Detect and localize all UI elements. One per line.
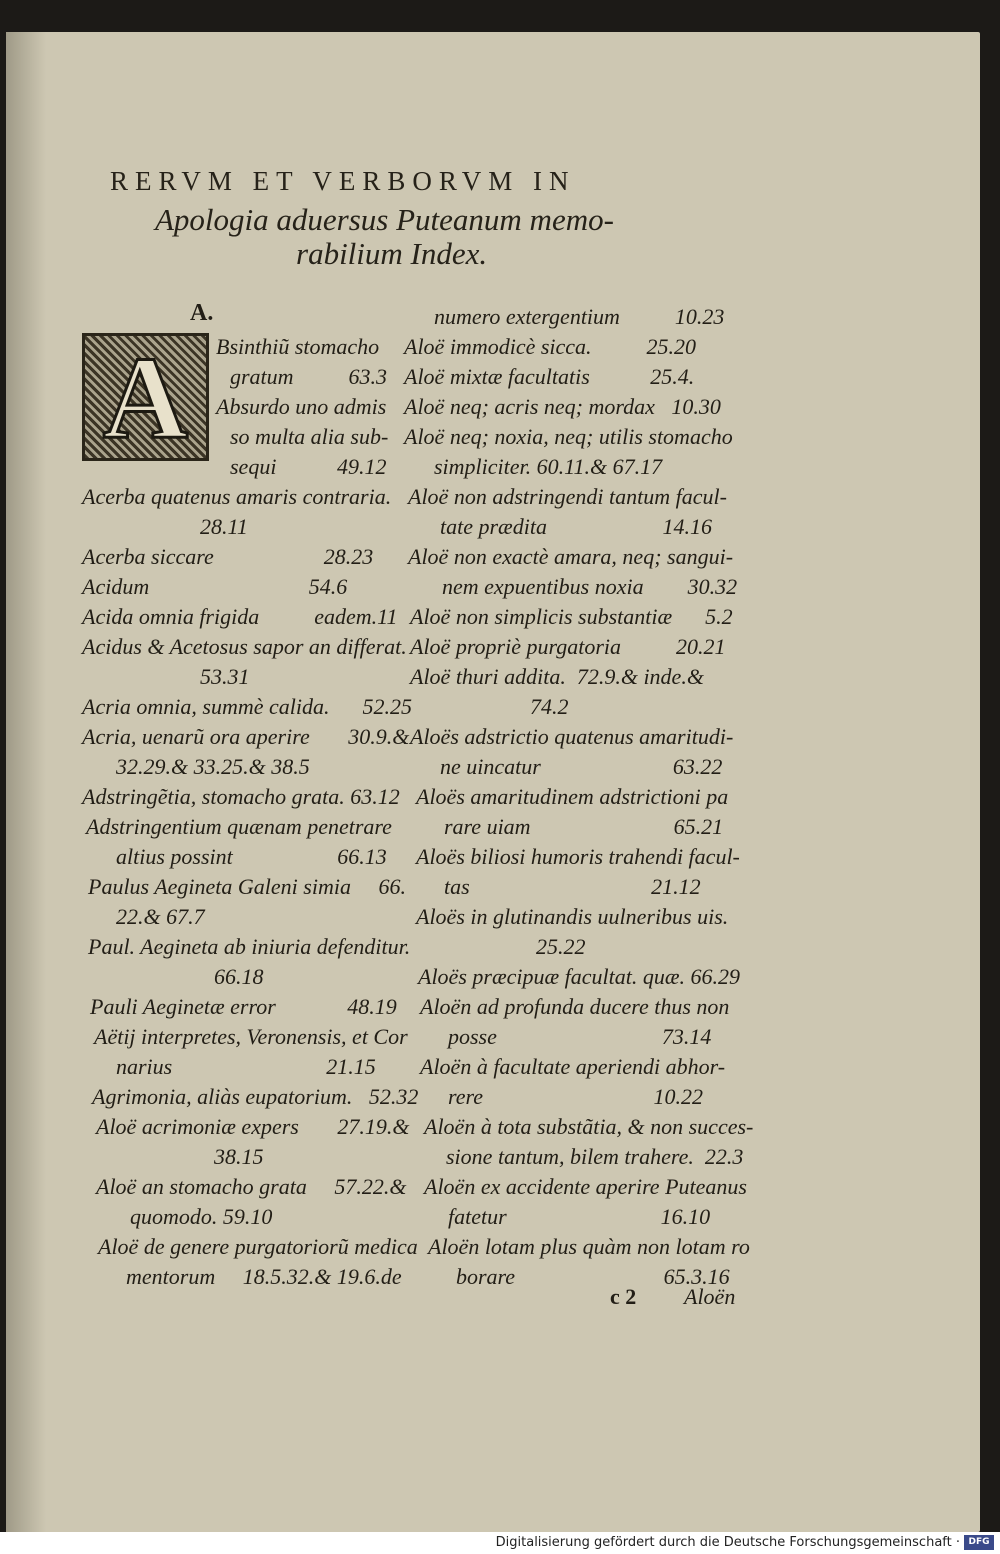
initial-letter: A — [102, 333, 189, 461]
index-left-entry-line: Acidum 54.6 — [82, 574, 348, 599]
index-left-entry-line: Aloë an stomacho grata 57.22.& — [96, 1174, 407, 1199]
index-right-entry-line: Aloës biliosi humoris trahendi facul- — [416, 844, 740, 869]
index-right-entry-line: rare uiam 65.21 — [444, 814, 724, 839]
index-left-entry-line: narius 21.15 — [116, 1054, 376, 1079]
index-left-entry-line: Aloë de genere purgatoriorũ medica — [98, 1234, 418, 1259]
index-right-entry-line: posse 73.14 — [448, 1024, 712, 1049]
index-left-entry-line: Pauli Aeginetæ error 48.19 — [90, 994, 397, 1019]
decorated-initial-icon — [82, 333, 209, 461]
index-title-line-3: rabilium Index. — [296, 236, 488, 271]
catchword: Aloën — [684, 1284, 736, 1309]
index-right-entry-line: sione tantum, bilem trahere. 22.3 — [446, 1144, 744, 1169]
index-left-entry-line: Aloë acrimoniæ expers 27.19.& — [96, 1114, 410, 1139]
index-right-entry-line: tas 21.12 — [444, 874, 701, 899]
index-left-entry-line: quomodo. 59.10 — [130, 1204, 273, 1229]
index-right-entry-line: simpliciter. 60.11.& 67.17 — [434, 454, 663, 479]
index-right-entry-line: 25.22 — [536, 934, 586, 959]
index-right-entry-line: Aloë non adstringendi tantum facul- — [408, 484, 727, 509]
index-title-line-1: RERVM ET VERBORVM IN — [110, 166, 576, 196]
index-right-entry-line: Aloën à facultate aperiendi abhor- — [420, 1054, 726, 1079]
index-left-entry-line: gratum 63.3 — [230, 364, 388, 389]
index-right-entry-line: ne uincatur 63.22 — [440, 754, 723, 779]
index-right-entry-line: fatetur 16.10 — [448, 1204, 711, 1229]
index-right-entry-line: Aloës in glutinandis uulneribus uis. — [416, 904, 729, 929]
index-right-entry-line: Aloës adstrictio quatenus amaritudi- — [410, 724, 734, 749]
index-left-entry-line: Paulus Aegineta Galeni simia 66. — [88, 874, 406, 899]
index-right-entry-line: Aloës præcipuæ facultat. quæ. 66.29 — [418, 964, 741, 989]
index-left-entry-line: altius possint 66.13 — [116, 844, 387, 869]
signature-mark: c 2 — [610, 1284, 637, 1309]
index-right-entry-line: Aloës amaritudinem adstrictioni pa — [416, 784, 729, 809]
index-right-entry-line: 74.2 — [530, 694, 569, 719]
index-left-entry-line: 38.15 — [214, 1144, 264, 1169]
index-left-entry-line: Agrimonia, aliàs eupatorium. 52.32 — [92, 1084, 419, 1109]
index-left-entry-line: Adstringẽtia, stomacho grata. 63.12 — [82, 784, 400, 809]
index-right-entry-line: Aloë non exactè amara, neq; sangui- — [408, 544, 734, 569]
index-left-entry-line: sequi 49.12 — [230, 454, 387, 479]
index-right-entry-line: Aloë neq; noxia, neq; utilis stomacho — [404, 424, 733, 449]
index-left-entry-line: Aëtij interpretes, Veronensis, et Cor — [94, 1024, 408, 1049]
index-right-entry-line: Aloë non simplicis substantiæ 5.2 — [410, 604, 733, 629]
index-left-entry-line: 53.31 — [200, 664, 250, 689]
index-left-entry-line: Absurdo uno admis — [216, 394, 387, 419]
index-left-entry-line: Acria, uenarũ ora aperire 30.9.& — [82, 724, 410, 749]
index-left-entry-line: Acidus & Acetosus sapor an differat. — [82, 634, 407, 659]
index-left-entry-line: Paul. Aegineta ab iniuria defenditur. — [88, 934, 411, 959]
book-page — [6, 32, 980, 1532]
index-right-entry-line: Aloë immodicè sicca. 25.20 — [404, 334, 697, 359]
footer-credit: Digitalisierung gefördert durch die Deutsche Forschungsgemeinschaft · — [495, 1535, 960, 1550]
index-right-entry-line: Aloë mixtæ facultatis 25.4. — [404, 364, 695, 389]
section-letter: A. — [190, 300, 214, 326]
index-right-entry-line: Aloën lotam plus quàm non lotam ro — [428, 1234, 750, 1259]
index-left-entry-line: 32.29.& 33.25.& 38.5 — [116, 754, 310, 779]
index-left-entry-line: 22.& 67.7 — [116, 904, 205, 929]
index-left-entry-line: Acida omnia frigida eadem.11 — [82, 604, 398, 629]
index-left-entry-line: Acerba quatenus amaris contraria. — [82, 484, 392, 509]
index-left-entry-line: Acerba siccare 28.23 — [82, 544, 374, 569]
index-right-entry-line: Aloë neq; acris neq; mordax 10.30 — [404, 394, 721, 419]
index-left-entry-line: Bsinthiũ stomacho — [216, 334, 380, 359]
index-right-entry-line: nem expuentibus noxia 30.32 — [442, 574, 738, 599]
index-right-entry-line: Aloë propriè purgatoria 20.21 — [410, 634, 726, 659]
index-left-entry-line: 66.18 — [214, 964, 264, 989]
index-right-entry-line: rere 10.22 — [448, 1084, 704, 1109]
index-right-entry-line: numero extergentium 10.23 — [434, 304, 725, 329]
index-left-entry-line: Acria omnia, summè calida. 52.25 — [82, 694, 412, 719]
index-right-entry-line: tate prædita 14.16 — [440, 514, 712, 539]
page-gutter-shadow — [6, 32, 46, 1532]
index-left-entry-line: mentorum 18.5.32.& 19.6.de — [126, 1264, 402, 1289]
index-left-entry-line: 28.11 — [200, 514, 248, 539]
index-left-entry-line: Adstringentium quænam penetrare — [86, 814, 392, 839]
digitization-footer — [0, 1532, 1000, 1554]
index-right-entry-line: Aloën ad profunda ducere thus non — [420, 994, 730, 1019]
index-right-entry-line: Aloën à tota substãtia, & non succes- — [424, 1114, 754, 1139]
index-title-line-2: Apologia aduersus Puteanum memo- — [155, 202, 614, 237]
dfg-logo-icon: DFG — [964, 1535, 994, 1550]
index-right-entry-line: Aloë thuri addita. 72.9.& inde.& — [410, 664, 704, 689]
index-right-entry-line: borare 65.3.16 — [456, 1264, 730, 1289]
index-right-entry-line: Aloën ex accidente aperire Puteanus — [424, 1174, 747, 1199]
index-left-entry-line: so multa alia sub- — [230, 424, 389, 449]
